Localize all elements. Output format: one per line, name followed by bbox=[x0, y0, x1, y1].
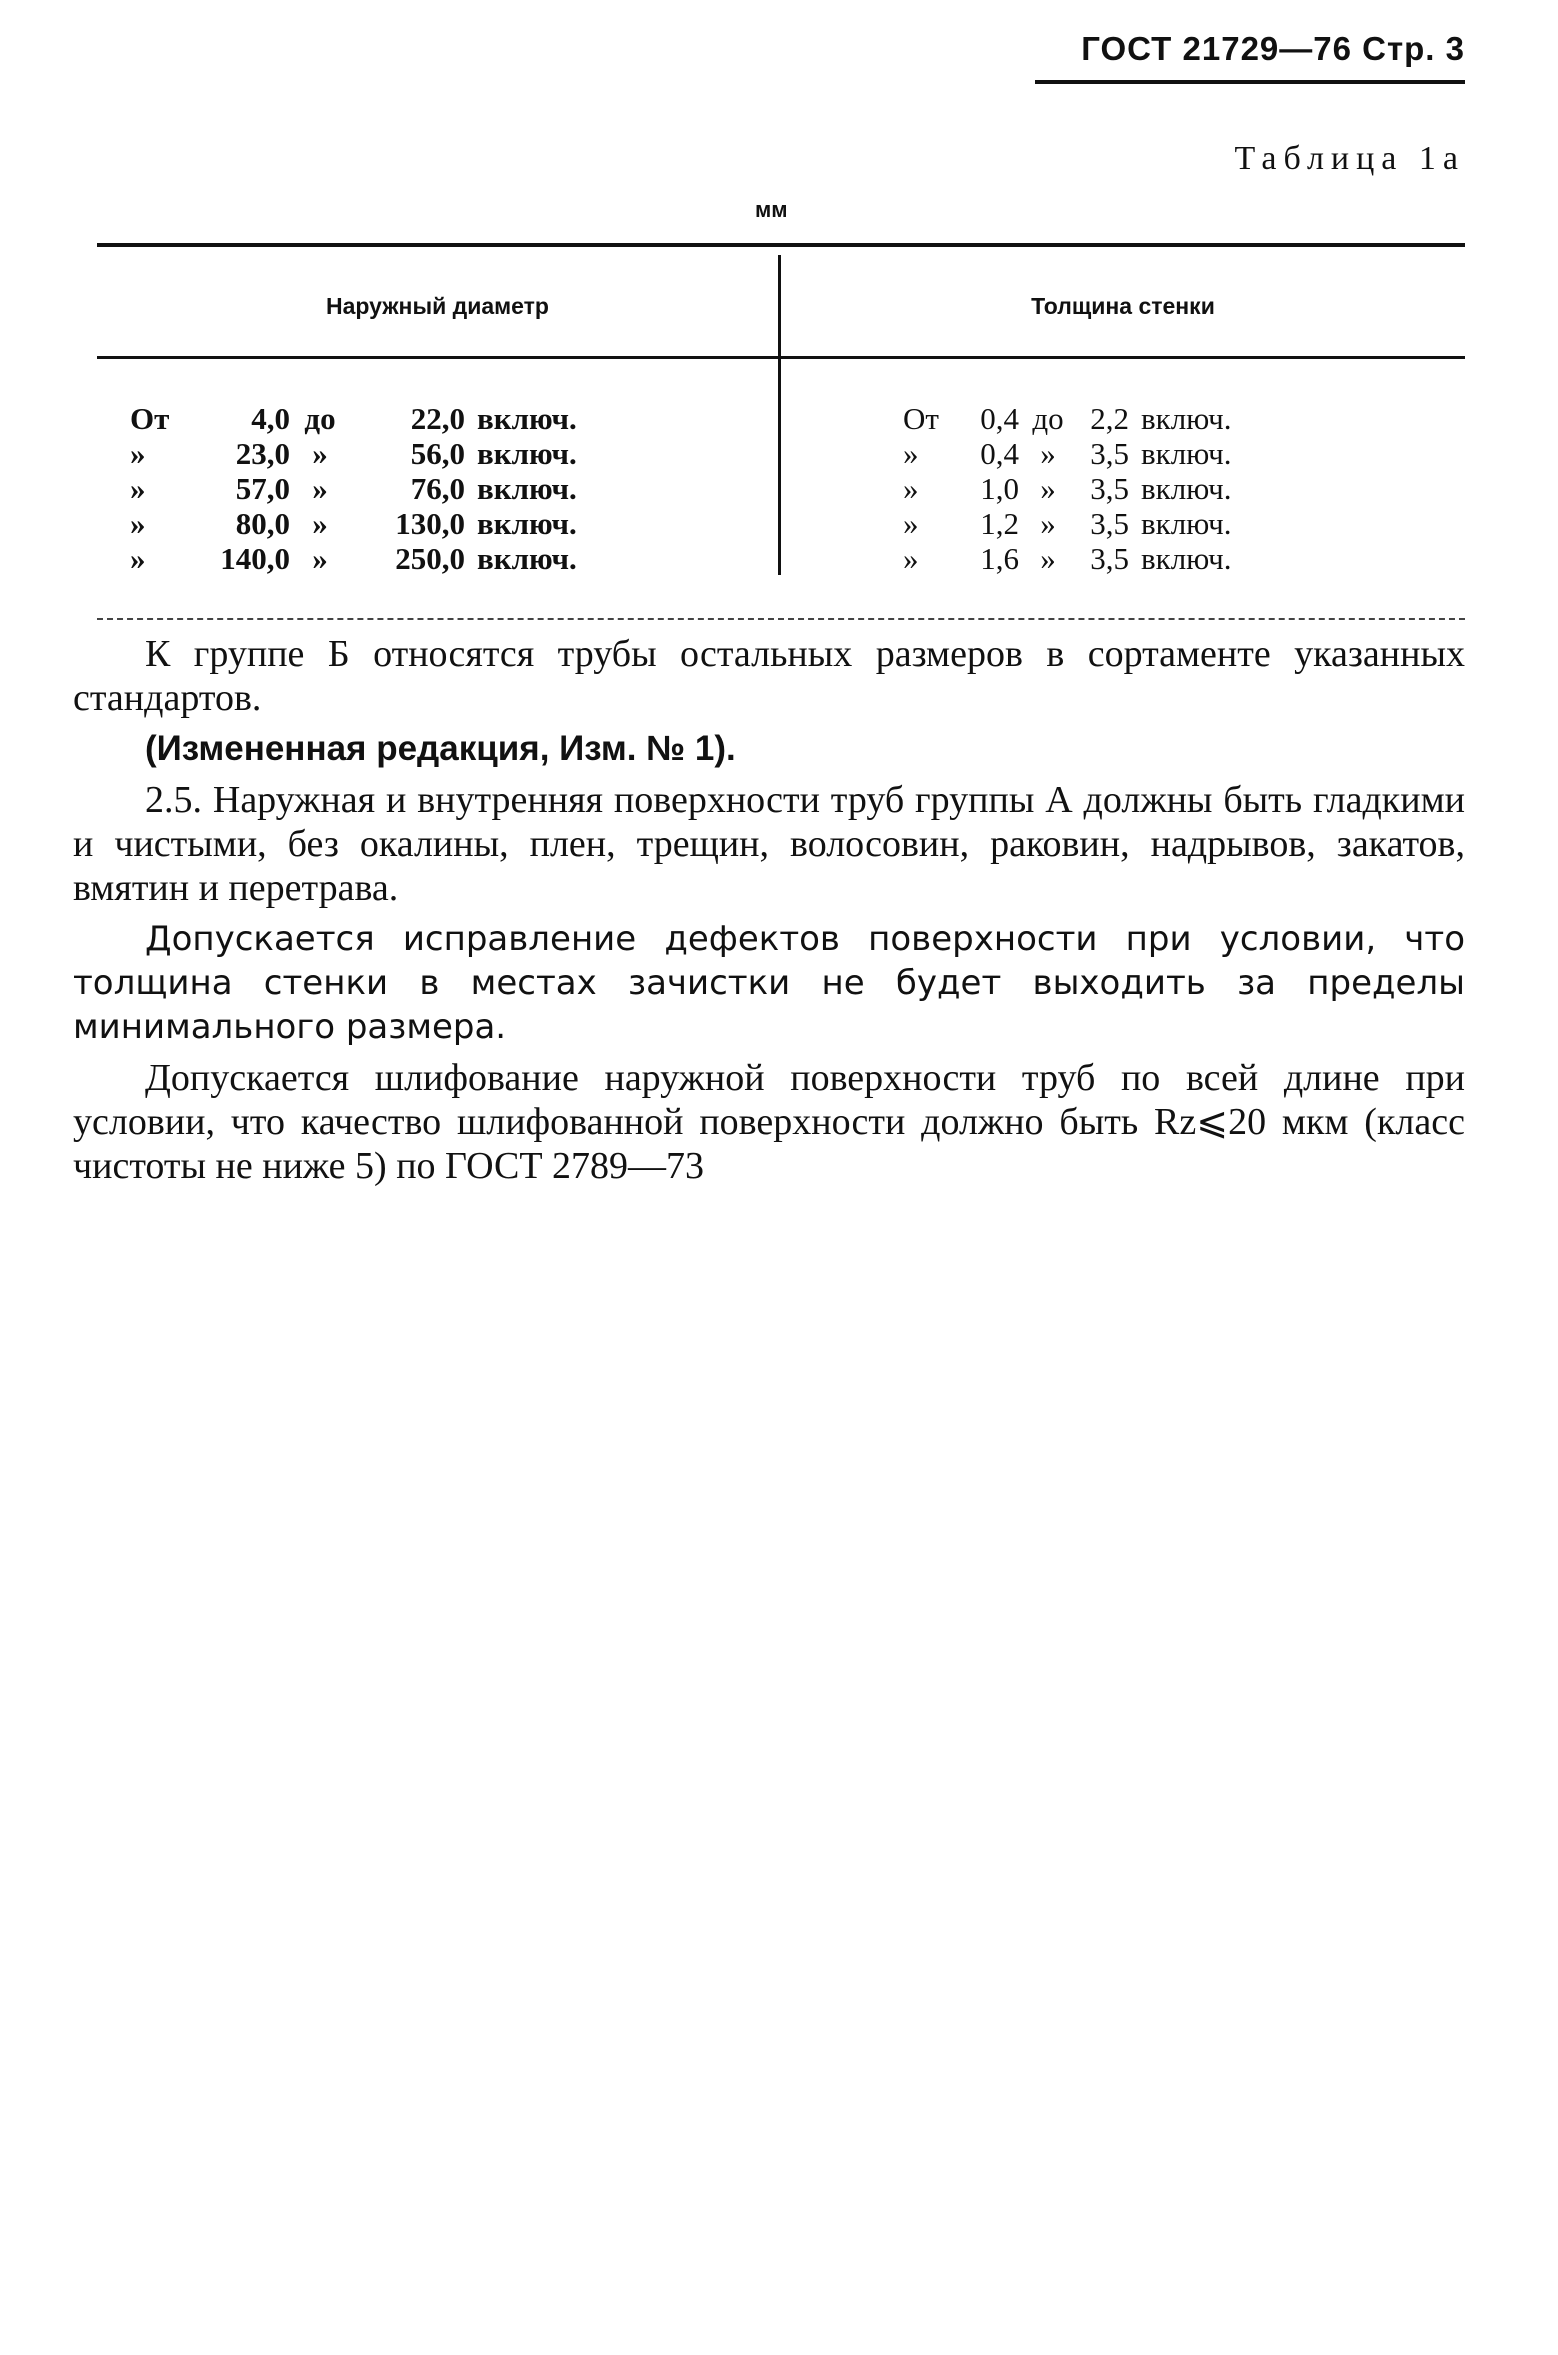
table-cell: 3,5 bbox=[1090, 436, 1129, 471]
table-row bbox=[903, 436, 1232, 471]
header-rule bbox=[1035, 80, 1465, 84]
paragraph-2-5: 2.5. Наружная и внутренняя поверхности труб группы А должны быть гладкими и чистыми, без окалины, плен, трещин, волосовин, раковин, надрывов, закатов, вмятин и перетрава. bbox=[73, 779, 1465, 909]
wall-thickness-column bbox=[903, 401, 1232, 576]
table-cell: » bbox=[130, 506, 146, 541]
table-cell: » bbox=[130, 436, 146, 471]
table-cell: » bbox=[130, 471, 146, 506]
table-cell: включ. bbox=[477, 506, 577, 541]
table-cell: 130,0 bbox=[395, 506, 465, 541]
table-cell: 3,5 bbox=[1090, 541, 1129, 576]
table-header-rule bbox=[97, 356, 1465, 359]
table-top-rule bbox=[97, 243, 1465, 247]
paragraph-defect-correction: Допускается исправление дефектов поверхности при условии, что толщина стенки в местах зачистки не будет выходить за пределы минимального размера. bbox=[73, 919, 1465, 1047]
table-cell: включ. bbox=[477, 436, 577, 471]
table-cell: » bbox=[903, 506, 919, 541]
table-cell: включ. bbox=[477, 471, 577, 506]
table-unit: мм bbox=[755, 197, 788, 222]
table-cell: 23,0 bbox=[235, 436, 290, 471]
table-cell: до bbox=[304, 401, 336, 436]
table-row bbox=[130, 436, 577, 471]
table-cell: включ. bbox=[1141, 541, 1232, 576]
table-cell: включ. bbox=[1141, 506, 1232, 541]
table-row bbox=[903, 401, 1232, 436]
table-row bbox=[130, 401, 577, 436]
column-header-wall-thickness: Толщина стенки bbox=[1031, 293, 1215, 319]
table-cell: включ. bbox=[1141, 401, 1232, 436]
table-cell: 1,2 bbox=[980, 506, 1019, 541]
table-row bbox=[903, 541, 1232, 576]
table-cell: » bbox=[1040, 541, 1056, 576]
table-cell: » bbox=[312, 471, 328, 506]
table-cell: » bbox=[312, 436, 328, 471]
table-cell: 3,5 bbox=[1090, 506, 1129, 541]
table-cell: » bbox=[903, 541, 919, 576]
paragraph-grinding: Допускается шлифование наружной поверхности труб по всей длине при условии, что качество шлифованной поверхности должно быть Rz⩽20 мкм (класс чистоты не ниже 5) по ГОСТ 2789—73 bbox=[73, 1057, 1465, 1187]
table-cell: 22,0 bbox=[410, 401, 465, 436]
table-cell: » bbox=[312, 506, 328, 541]
table-cell: » bbox=[1040, 436, 1056, 471]
table-row bbox=[130, 506, 577, 541]
table-cell: включ. bbox=[1141, 471, 1232, 506]
table-bottom-rule bbox=[97, 618, 1465, 620]
table-row bbox=[130, 471, 577, 506]
table-cell: 76,0 bbox=[410, 471, 465, 506]
table-cell: 4,0 bbox=[251, 401, 290, 436]
table-cell: 56,0 bbox=[410, 436, 465, 471]
table-cell: От bbox=[903, 401, 939, 436]
table-cell: 2,2 bbox=[1090, 401, 1129, 436]
table-cell: включ. bbox=[1141, 436, 1232, 471]
table-row bbox=[903, 471, 1232, 506]
column-header-outer-diameter: Наружный диаметр bbox=[326, 293, 549, 319]
table-row bbox=[903, 506, 1232, 541]
table-cell: 1,0 bbox=[980, 471, 1019, 506]
table-cell: 0,4 bbox=[980, 436, 1019, 471]
outer-diameter-column bbox=[130, 401, 577, 576]
table-column-divider bbox=[778, 255, 781, 575]
page-header: ГОСТ 21729—76 Стр. 3 bbox=[1081, 30, 1465, 67]
table-cell: 3,5 bbox=[1090, 471, 1129, 506]
table-cell: От bbox=[130, 401, 170, 436]
table-cell: 57,0 bbox=[235, 471, 290, 506]
paragraph-amendment-note: (Измененная редакция, Изм. № 1). bbox=[145, 729, 736, 768]
table-cell: 80,0 bbox=[235, 506, 290, 541]
table-title: Таблица 1а bbox=[1234, 140, 1465, 177]
table-cell: » bbox=[1040, 471, 1056, 506]
table-cell: до bbox=[1032, 401, 1064, 436]
table-cell: » bbox=[903, 471, 919, 506]
table-cell: » bbox=[312, 541, 328, 576]
table-cell: » bbox=[1040, 506, 1056, 541]
table-cell: включ. bbox=[477, 401, 577, 436]
body-text bbox=[73, 632, 1465, 1195]
table-cell: » bbox=[903, 436, 919, 471]
table-row bbox=[130, 541, 577, 576]
table-cell: » bbox=[130, 541, 146, 576]
table-cell: включ. bbox=[477, 541, 577, 576]
paragraph-group-b: К группе Б относятся трубы остальных размеров в сортаменте указанных стандартов. bbox=[73, 633, 1465, 719]
table-cell: 0,4 bbox=[980, 401, 1019, 436]
table-cell: 1,6 bbox=[980, 541, 1019, 576]
table-cell: 250,0 bbox=[395, 541, 465, 576]
table-cell: 140,0 bbox=[220, 541, 290, 576]
